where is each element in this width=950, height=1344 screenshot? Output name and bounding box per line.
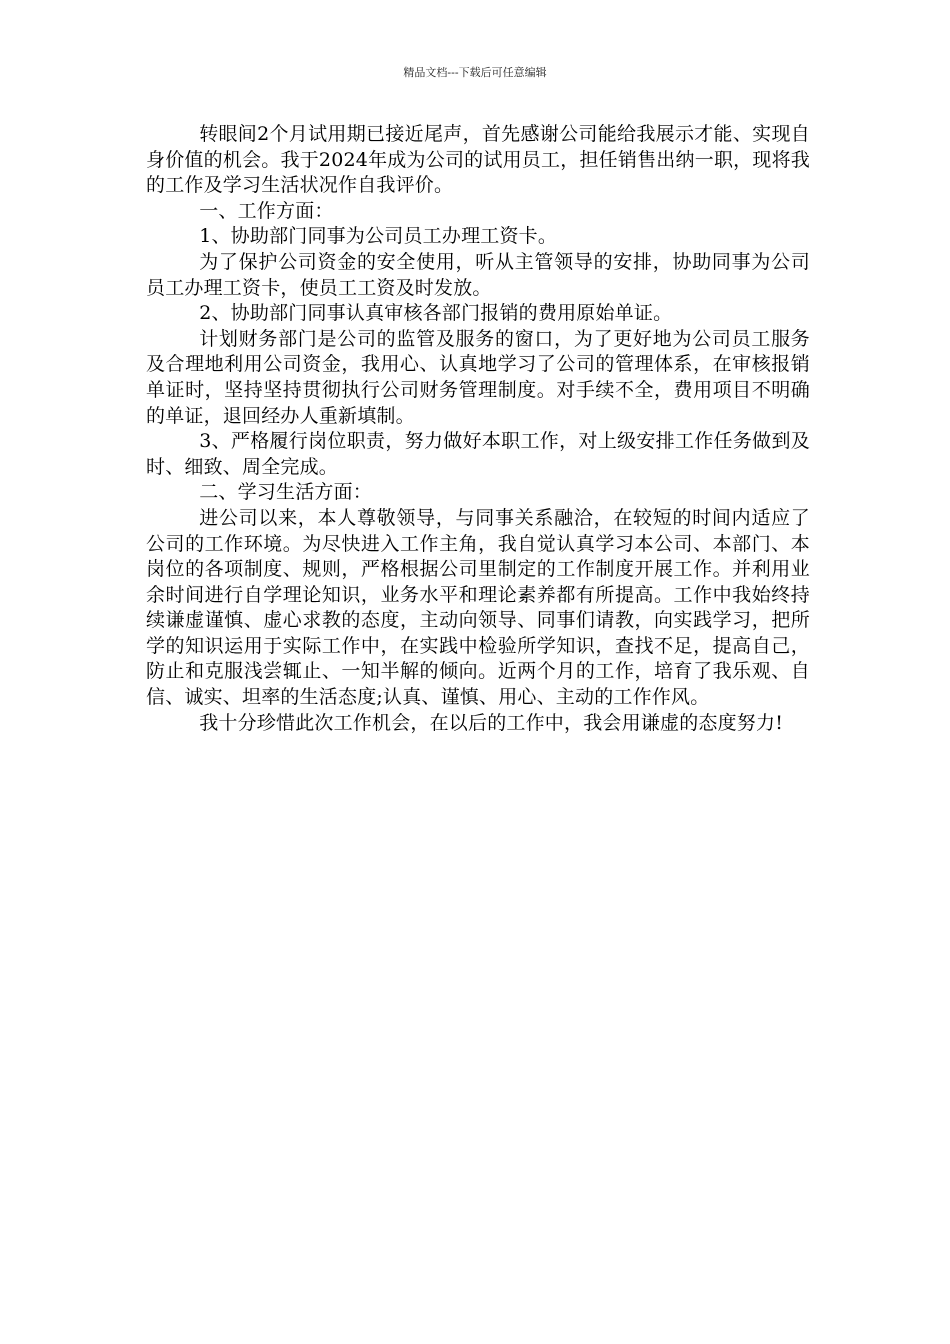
page-header: 精品文档---下载后可任意编辑 (403, 66, 547, 79)
intro-paragraph: 转眼间2个月试用期已接近尾声，首先感谢公司能给我展示才能、实现自身价值的机会。我于2024年成为公司的试用员工，担任销售出纳一职，现将我的工作及学习生活状况作自我评价。 (146, 123, 810, 197)
work-item-3: 3、严格履行岗位职责，努力做好本职工作，对上级安排工作任务做到及时、细致、周全完成。 (146, 430, 810, 478)
work-item-2-body: 计划财务部门是公司的监管及服务的窗口，为了更好地为公司员工服务及合理地利用公司资金，我用心、认真地学习了公司的管理体系，在审核报销单证时，坚持坚持贯彻执行公司财务管理制度。对手续不全，费用项目不明确的单证，退回经办人重新填制。 (146, 327, 810, 427)
study-paragraph: 进公司以来，本人尊敬领导，与同事关系融洽，在较短的时间内适应了公司的工作环境。为尽快进入工作主角，我自觉认真学习本公司、本部门、本岗位的各项制度、规则，严格根据公司里制定的工作制度开展工作。并利用业余时间进行自学理论知识，业务水平和理论素养都有所提高。工作中我始终持续谦虚谨慎、虚心求教的态度，主动向领导、同事们请教，向实践学习，把所学的知识运用于实际工作中，在实践中检验所学知识，查找不足，提高自己，防止和克服浅尝辄止、一知半解的倾向。近两个月的工作，培育了我乐观、自信、诚实、坦率的生活态度;认真、谨慎、用心、主动的工作作风。 (146, 506, 810, 709)
closing-paragraph: 我十分珍惜此次工作机会，在以后的工作中，我会用谦虚的态度努力! (199, 711, 784, 734)
work-item-2-title: 2、协助部门同事认真审核各部门报销的费用原始单证。 (199, 302, 673, 325)
work-item-1-body: 为了保护公司资金的安全使用，听从主管领导的安排，协助同事为公司员工办理工资卡，使员工工资及时发放。 (146, 250, 810, 299)
document-body (146, 122, 810, 736)
section-heading-work: 一、工作方面： (199, 199, 334, 222)
work-item-1-title: 1、协助部门同事为公司员工办理工资卡。 (199, 225, 558, 248)
section-heading-study: 二、学习生活方面： (199, 481, 372, 504)
